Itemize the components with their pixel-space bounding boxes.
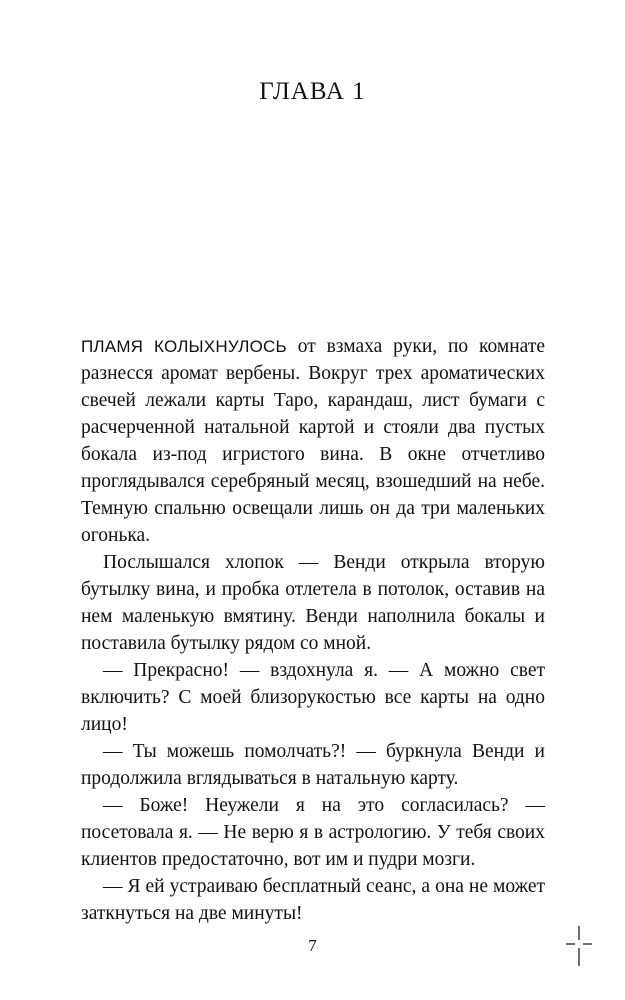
- paragraph-4: — Ты можешь помолчать?! — буркнула Венди и продолжила вглядываться в натальную карту.: [81, 741, 545, 789]
- lead-in-caps: ПЛАМЯ КОЛЫХНУЛОСЬ: [81, 337, 287, 356]
- paragraph-6: — Я ей устраиваю бесплатный сеанс, а она не может заткнуться на две минуты!: [81, 876, 545, 924]
- chapter-body: [81, 333, 545, 927]
- paragraph-3: — Прекрасно! — вздохнула я. — А можно свет включить? С моей близорукостью все карты на одно лицо!: [81, 660, 545, 735]
- page-number: 7: [308, 936, 317, 955]
- chapter-title: ГЛАВА 1: [259, 78, 366, 105]
- crop-mark-icon: [566, 926, 592, 966]
- paragraph-1: [81, 333, 545, 549]
- paragraph-2: Послышался хлопок — Венди открыла вторую бутылку вина, и пробка отлетела в потолок, оставив на нем маленькую вмятину. Венди наполнила бокалы и поставила бутылку рядом со мной.: [81, 552, 545, 654]
- paragraph-5: — Боже! Неужели я на это согласилась? — посетовала я. — Не верю я в астрологию. У тебя своих клиентов предостаточно, вот им и пудри мозги.: [81, 795, 545, 870]
- paragraph-1-text: от взмаха руки, по комнате разнесся аромат вербены. Вокруг трех ароматических свечей лежали карты Таро, карандаш, лист бумаги с расчерченной натальной картой и стояли два пустых бокала из-под игристого вина. В окне отчетливо проглядывался серебряный месяц, взошедший на небе. Темную спальню освещали лишь он да три маленьких огонька.: [81, 336, 545, 546]
